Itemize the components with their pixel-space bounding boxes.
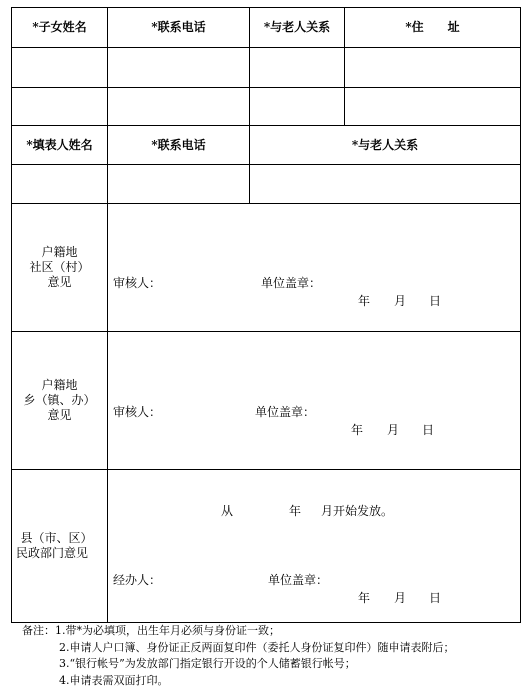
notes-first-line: [22, 623, 522, 640]
county-opinion-area[interactable]: [108, 470, 521, 623]
filler-phone-header: *联系电话: [108, 126, 250, 165]
community-label-line: 户籍地: [41, 245, 78, 259]
community-label-line: 社区（村）: [29, 260, 90, 274]
town-month-label: 月: [387, 423, 400, 437]
county-label-line: 县（市、区）: [20, 531, 93, 545]
town-label-line: 乡（镇、办）: [23, 393, 96, 407]
county-from-label: 从: [221, 504, 234, 518]
filler-relation-cell[interactable]: [250, 165, 521, 204]
town-day-label: 日: [422, 423, 435, 437]
town-reviewer-label: 审核人：: [113, 405, 162, 419]
child-relation-cell-2[interactable]: [250, 88, 345, 126]
child-address-cell-2[interactable]: [345, 88, 521, 126]
community-opinion-area[interactable]: [108, 204, 521, 332]
child-name-cell-2[interactable]: [12, 88, 108, 126]
county-seal-label: 单位盖章：: [268, 573, 329, 587]
community-year-label: 年: [358, 294, 371, 308]
note-item: 4.申请表需双面打印。: [59, 673, 169, 687]
county-handler-label: 经办人：: [113, 573, 162, 587]
note-item: 1.带*为必填项，出生年月必须与身份证一致；: [55, 624, 280, 637]
child-address-header: *住 址: [345, 8, 521, 48]
community-seal-label: 单位盖章：: [261, 276, 322, 290]
child-phone-cell-1[interactable]: [108, 48, 250, 88]
filler-relation-header: *与老人关系: [250, 126, 521, 165]
notes-section: [22, 623, 522, 689]
notes-title: 备注：: [22, 624, 55, 637]
note-item: 3.“银行帐号”为发放部门指定银行开设的个人储蓄银行帐号；: [59, 657, 356, 670]
county-start-year-label: 年: [289, 504, 302, 518]
community-reviewer-label: 审核人：: [113, 276, 162, 290]
note-item: 2.申请人户口簿、身份证正反两面复印件（委托人身份证复印件）随申请表附后；: [59, 640, 455, 654]
town-label-line: 户籍地: [41, 378, 78, 392]
child-name-cell-1[interactable]: [12, 48, 108, 88]
county-month-label: 月: [394, 591, 407, 605]
child-relation-header: *与老人关系: [250, 8, 345, 48]
county-start-label: 月开始发放。: [321, 504, 394, 518]
child-address-cell-1[interactable]: [345, 48, 521, 88]
child-phone-cell-2[interactable]: [108, 88, 250, 126]
filler-name-header: *填表人姓名: [12, 126, 108, 165]
community-month-label: 月: [394, 294, 407, 308]
application-form-table: [11, 7, 521, 623]
county-label-line: 民政部门意见: [16, 546, 89, 560]
county-year-label: 年: [358, 591, 371, 605]
child-name-header: *子女姓名: [12, 8, 108, 48]
town-opinion-label: [12, 332, 108, 470]
child-phone-header: *联系电话: [108, 8, 250, 48]
town-opinion-area[interactable]: [108, 332, 521, 470]
county-day-label: 日: [429, 591, 442, 605]
filler-phone-cell[interactable]: [108, 165, 250, 204]
town-label-line: 意见: [47, 408, 72, 422]
community-day-label: 日: [429, 294, 442, 308]
child-relation-cell-1[interactable]: [250, 48, 345, 88]
community-label-line: 意见: [47, 275, 72, 289]
town-seal-label: 单位盖章：: [255, 405, 316, 419]
community-opinion-label: [12, 204, 108, 332]
filler-name-cell[interactable]: [12, 165, 108, 204]
town-year-label: 年: [351, 423, 364, 437]
county-opinion-label: [12, 470, 108, 623]
